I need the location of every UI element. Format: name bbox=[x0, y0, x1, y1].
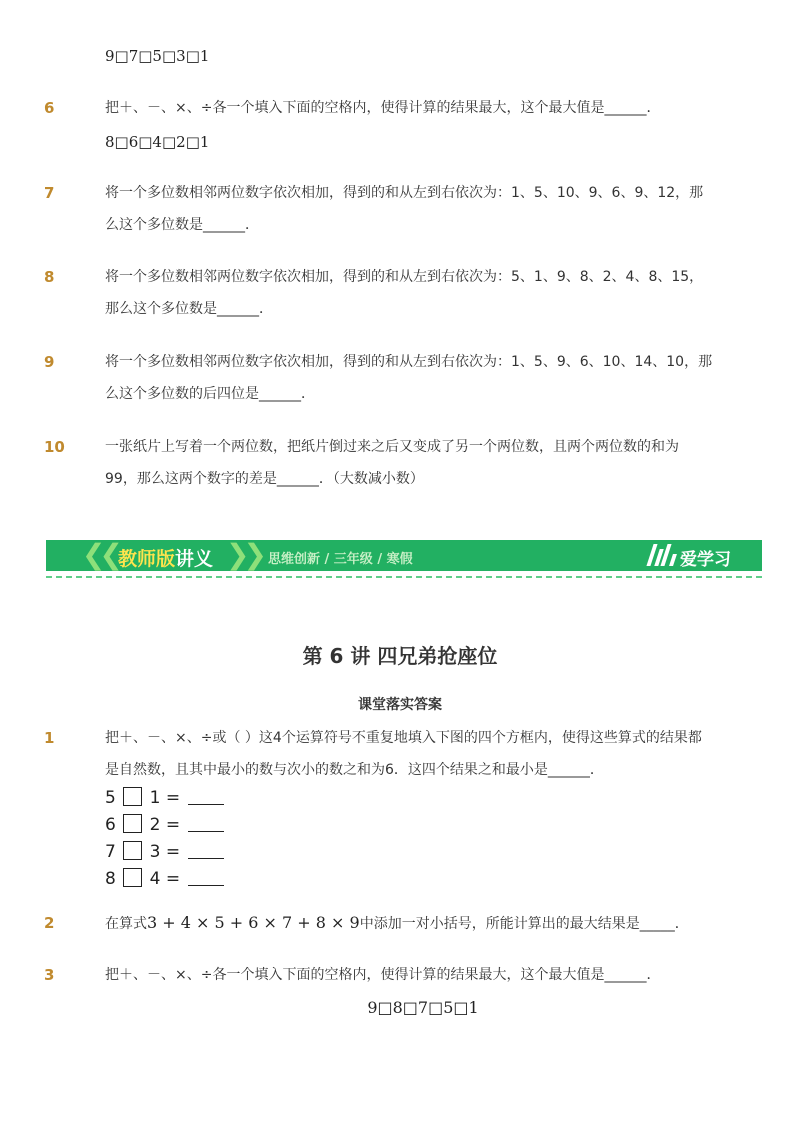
double-chevron-right-icon: ❯❯ bbox=[226, 538, 261, 571]
expression-line: 9□7□5□3□1 bbox=[105, 47, 210, 65]
operand-left: 7 bbox=[105, 842, 116, 862]
operand-left: 6 bbox=[105, 815, 116, 835]
equation-row bbox=[105, 841, 224, 862]
question-text bbox=[105, 346, 725, 410]
question-line: 将一个多位数相邻两位数字依次相加，得到的和从左到右依次为：1、5、9、6、10、14、10，那 bbox=[105, 354, 713, 370]
double-chevron-left-icon: ❮❮ bbox=[82, 538, 117, 571]
operand-right: 2 = bbox=[149, 815, 181, 835]
question-number: 10 bbox=[44, 438, 65, 456]
question-number: 2 bbox=[44, 914, 55, 932]
question-number: 6 bbox=[44, 99, 55, 117]
question-line: 一张纸片上写着一个两位数，把纸片倒过来之后又变成了另一个两位数，且两个两位数的和为 bbox=[105, 439, 679, 455]
logo-text: 爱学习 bbox=[680, 550, 731, 570]
divider bbox=[46, 576, 762, 578]
brand-logo bbox=[644, 540, 762, 571]
question-text bbox=[105, 907, 725, 940]
operand-right: 3 = bbox=[149, 842, 181, 862]
operator-box bbox=[123, 841, 142, 860]
question-number: 3 bbox=[44, 966, 55, 984]
question-line: 那么这个多位数是______． bbox=[105, 301, 273, 317]
question-text bbox=[105, 261, 725, 325]
question-line: 么这个多位数是______． bbox=[105, 217, 259, 233]
equation-row bbox=[105, 814, 224, 835]
banner-title bbox=[118, 544, 213, 571]
section-title: 课堂落实答案 bbox=[358, 697, 442, 713]
operand-right: 1 = bbox=[149, 788, 181, 808]
question-line: 99，那么这两个数字的差是______．（大数减小数） bbox=[105, 471, 424, 487]
question-number: 9 bbox=[44, 353, 55, 371]
answer-blank bbox=[188, 817, 224, 832]
banner-meta: 思维创新 / 三年级 / 寒假 bbox=[268, 552, 413, 567]
question-number: 7 bbox=[44, 184, 55, 202]
math-expression: 3 + 4 × 5 + 6 × 7 + 8 × 9 bbox=[147, 913, 360, 932]
expression-line: 8□6□4□2□1 bbox=[105, 133, 210, 151]
expression-line: 9□8□7□5□1 bbox=[367, 998, 479, 1017]
banner-title-main: 教师版 bbox=[118, 548, 176, 570]
operator-box bbox=[123, 787, 142, 806]
question-suffix: 中添加一对小括号，所能计算出的最大结果是_____． bbox=[359, 916, 689, 932]
question-line: 是自然数，且其中最小的数与次小的数之和为6．这四个结果之和最小是______． bbox=[105, 762, 604, 778]
operand-right: 4 = bbox=[149, 869, 181, 889]
equation-row bbox=[105, 868, 224, 889]
question-line: 么这个多位数的后四位是______． bbox=[105, 386, 315, 402]
question-line: 把＋、－、×、÷或（ ）这4个运算符号不重复地填入下图的四个方框内，使得这些算式的结果都 bbox=[105, 730, 702, 746]
question-prefix: 在算式 bbox=[105, 916, 147, 932]
operand-left: 8 bbox=[105, 869, 116, 889]
operator-box bbox=[123, 814, 142, 833]
question-number: 1 bbox=[44, 729, 55, 747]
logo-mark-icon bbox=[650, 544, 674, 566]
question-text: 把＋、－、×、÷各一个填入下面的空格内，使得计算的结果最大，这个最大值是______． bbox=[105, 100, 661, 116]
equation-row bbox=[105, 787, 224, 808]
operand-left: 5 bbox=[105, 788, 116, 808]
question-line: 将一个多位数相邻两位数字依次相加，得到的和从左到右依次为：1、5、10、9、6、9、12，那 bbox=[105, 185, 704, 201]
operator-box bbox=[123, 868, 142, 887]
question-text: 把＋、－、×、÷各一个填入下面的空格内，使得计算的结果最大，这个最大值是______． bbox=[105, 967, 661, 983]
answer-blank bbox=[188, 844, 224, 859]
lecture-title: 第 6 讲 四兄弟抢座位 bbox=[302, 644, 498, 668]
question-line: 将一个多位数相邻两位数字依次相加，得到的和从左到右依次为：5、1、9、8、2、4、8、15， bbox=[105, 269, 704, 285]
header-banner bbox=[46, 540, 762, 571]
question-text bbox=[105, 177, 725, 241]
banner-title-accent: 讲义 bbox=[175, 548, 214, 570]
question-number: 8 bbox=[44, 268, 55, 286]
answer-blank bbox=[188, 790, 224, 805]
answer-blank bbox=[188, 871, 224, 886]
question-text bbox=[105, 431, 725, 495]
question-text bbox=[105, 722, 725, 786]
